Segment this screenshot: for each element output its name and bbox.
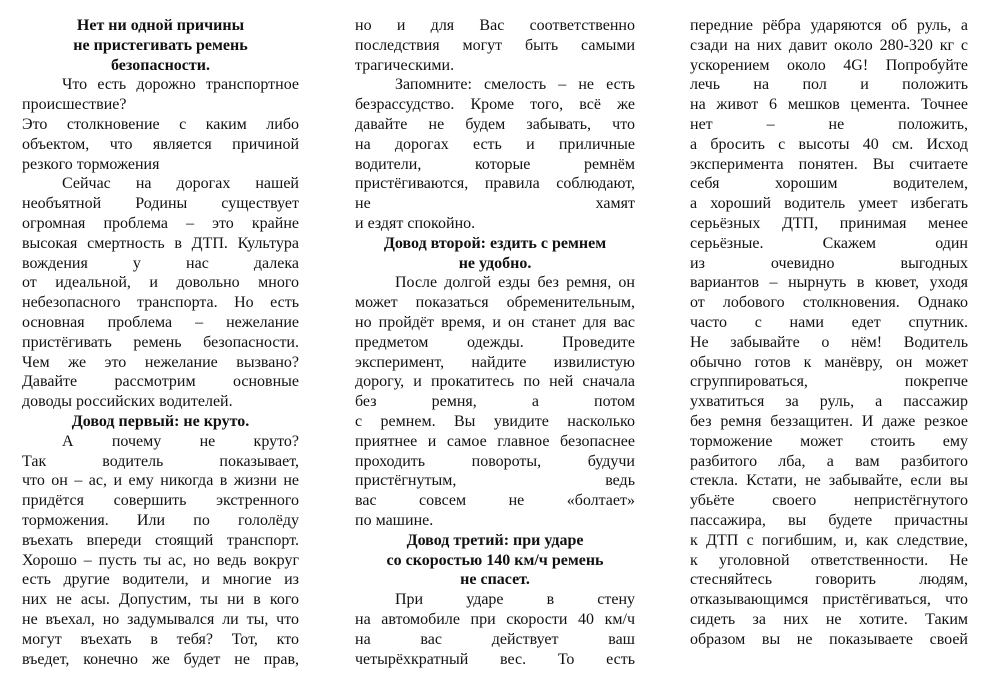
text-line: После долгой езды без ремня, он [395, 274, 635, 292]
text-line: въехать впереди стоящий транспорт. [22, 531, 299, 549]
text-line: вариантов – нырнуть в кювет, уходя [690, 274, 968, 292]
section-heading: не пристегивать ремень [73, 36, 248, 54]
text-line: Хорошо – пусть ты ас, но ведь вокруг [22, 551, 299, 569]
text-line: Запомните: смелость – не есть [395, 76, 635, 94]
text-line: разбитого лба, а вам разбитого [690, 452, 968, 470]
text-line: что он – ас, и ему никогда в жизни не [22, 472, 299, 490]
text-line: ускорением около 4G! Попробуйте [690, 56, 968, 74]
text-line: торможения. Или по гололёду [22, 511, 299, 529]
text-line: Так водитель показывает, [22, 452, 299, 470]
text-line: сзади на них давит около 280-320 кг с [690, 36, 968, 54]
text-line: пристёгиваются, правила соблюдают, [355, 175, 635, 193]
text-column-1 [22, 16, 299, 669]
text-line: на живот 6 мешков цемента. Точнее [690, 96, 968, 114]
text-line: убьёте своего непристёгнутого [690, 492, 968, 510]
section-heading: Довод первый: не круто. [71, 412, 250, 430]
text-line: без ремня беззащитен. И даже резкое [690, 412, 968, 430]
section-heading: Довод третий: при ударе [406, 531, 584, 549]
text-line: от лобового столкновения. Однако [690, 294, 968, 312]
text-line: пристёгнутым, ведь [355, 472, 635, 490]
text-line: вождения у нас далека [22, 254, 299, 272]
section-heading: безопасности. [111, 56, 210, 74]
text-line: приятнее и самое главное безопаснее [355, 432, 635, 450]
text-line: высокая смертность в ДТП. Культура [22, 234, 299, 252]
text-line: последствия могут быть самыми [355, 36, 635, 54]
text-line: на автомобиле при скорости 40 км/ч [355, 610, 635, 628]
text-line: стекла. Кстати, не забывайте, если вы [690, 472, 968, 490]
text-line: не хамят [355, 195, 635, 213]
text-line: на дорогах есть и приличные [355, 135, 635, 153]
text-line: не въехал, но задумывался ли ты, что [22, 610, 299, 628]
text-line: может показаться обременительным, [355, 294, 635, 312]
text-line: проходить повороты, будучи [355, 452, 635, 470]
text-line: серьёзные. Скажем один [690, 234, 968, 252]
text-line: эксперимента понятен. Вы считаете [690, 155, 968, 173]
text-line: сгруппироваться, покрепче [690, 373, 968, 391]
text-line: предметом одежды. Проведите [355, 333, 635, 351]
text-line: могут въехать в тебя? Тот, кто [22, 630, 299, 648]
text-line: от идеальной, и довольно много [22, 274, 299, 292]
section-heading: Довод второй: ездить с ремнем [383, 234, 607, 252]
text-line: небезопасного транспорта. Но есть [22, 294, 299, 312]
text-line: безрассудство. Кроме того, всё же [355, 96, 635, 114]
text-line: объектом, что является причиной [22, 135, 299, 153]
text-line: них не асы. Допустим, ты ни в кого [22, 591, 299, 609]
text-line: на вас действует ваш [355, 630, 635, 648]
section-heading: Нет ни одной причины [76, 17, 245, 34]
text-line: пассажира, вы будете причастны [690, 511, 968, 529]
text-column-2 [355, 16, 635, 669]
text-line: При ударе в стену [395, 591, 635, 609]
section-heading: не удобно. [458, 254, 532, 272]
text-line: с ремнем. Вы увидите насколько [355, 412, 635, 430]
text-line: и ездят спокойно. [355, 214, 476, 232]
text-line: себя хорошим водителем, [690, 175, 968, 193]
text-line: основная проблема – нежелание [22, 313, 299, 331]
section-heading: не спасет. [460, 571, 530, 589]
text-line: вас совсем не «болтает» [355, 492, 635, 510]
text-line: нет – не положить, [690, 115, 968, 133]
text-line: дорогу, и прокатитесь по ней сначала [355, 373, 635, 391]
text-line: из очевидно выгодных [690, 254, 968, 272]
text-line: лечь на пол и положить [690, 76, 968, 94]
text-line: Чем же это нежелание вызвано? [22, 353, 299, 371]
text-line: но и для Вас соответственно [355, 17, 635, 34]
text-line: торможение может стоить ему [690, 432, 968, 450]
text-line: давайте не будем забывать, что [355, 115, 635, 133]
text-line: четырёхкратный вес. То есть [355, 650, 635, 668]
text-line: образом вы не показываете своей [690, 630, 968, 648]
text-line: трагическими. [355, 56, 455, 74]
text-line: стесняйтесь говорить людям, [690, 571, 968, 589]
text-line: к ДТП с погибшим, и, как следствие, [690, 531, 968, 549]
text-line: обычно готов к манёвру, он может [690, 353, 968, 371]
section-heading: со скоростью 140 км/ч ремень [386, 551, 604, 569]
text-line: пристёгивать ремень безопасности. [22, 333, 299, 351]
text-line: к уголовной ответственности. Не [690, 551, 968, 569]
text-line: часто с нами едет спутник. [690, 313, 968, 331]
text-line: а бросить с высоты 40 см. Исход [690, 135, 968, 153]
text-line: Давайте рассмотрим основные [22, 373, 299, 391]
text-line: происшествие? [22, 96, 127, 114]
text-line: по машине. [355, 511, 434, 529]
text-column-3 [690, 16, 968, 650]
text-line: въедет, конечно же будет не прав, [22, 650, 299, 668]
text-line: сидеть за них не хотите. Таким [690, 610, 968, 628]
text-line: водители, которые ремнём [355, 155, 635, 173]
text-line: А почему не круто? [62, 432, 299, 450]
text-line: без ремня, а потом [355, 393, 635, 411]
text-line: серьёзных ДТП, принимая менее [690, 214, 968, 232]
text-line: Что есть дорожно транспортное [62, 76, 299, 94]
text-line: но пройдёт время, и он станет для вас [355, 313, 635, 331]
text-line: ухватиться за руль, а пассажир [690, 393, 968, 411]
text-line: отказывающимся пристёгиваться, что [690, 591, 968, 609]
text-line: доводы российских водителей. [22, 393, 233, 411]
text-line: придётся совершить экстренного [22, 492, 299, 510]
text-line: эксперимент, найдите извилистую [355, 353, 635, 371]
text-line: передние рёбра ударяются об руль, а [690, 17, 968, 34]
text-line: огромная проблема – это крайне [22, 214, 299, 232]
text-line: есть другие водители, и многие из [22, 571, 299, 589]
text-line: Это столкновение с каким либо [22, 115, 299, 133]
text-line: необъятной Родины существует [22, 195, 299, 213]
text-line: Не забывайте о нём! Водитель [690, 333, 968, 351]
text-line: а хороший водитель умеет избегать [690, 195, 968, 213]
text-line: резкого торможения [22, 155, 160, 173]
text-line: Сейчас на дорогах нашей [62, 175, 299, 193]
